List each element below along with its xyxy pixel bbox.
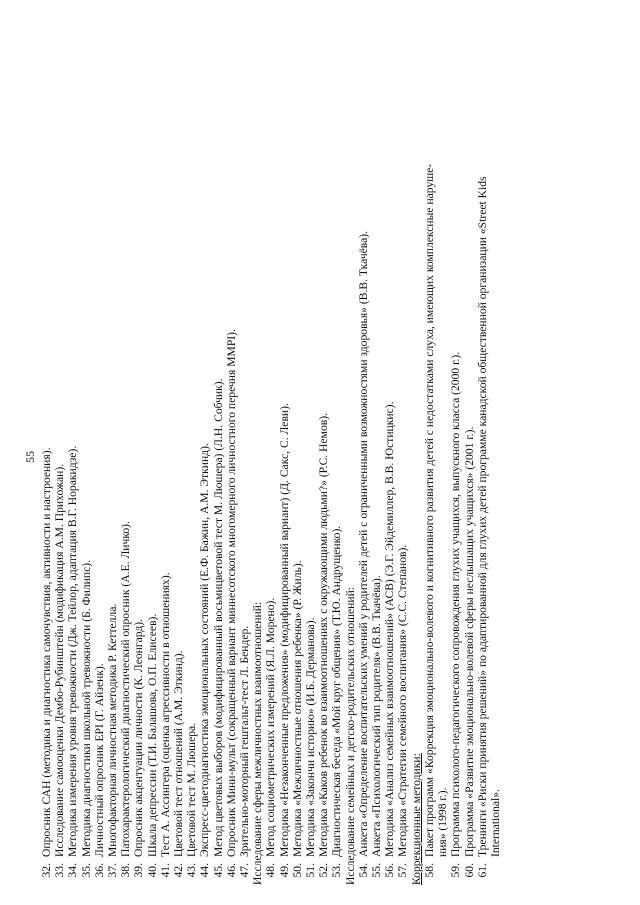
item-text: Метод цветовых выборов (модифицированный восьмицветовой тест М. Люшера) (Л.Н. Собчик). (211, 378, 225, 857)
item-text: Диагностическая беседа «Мой круг общения» (Т.Ю. Андрущенко). (330, 525, 344, 857)
item-text: Метод социометрических измерений (Я.Л. Морено). (264, 597, 278, 857)
item-number: 36. (92, 863, 106, 878)
item-text: Программа психолого-педагогического сопровождения глухих учащихся, выпускного класса (2000 г.). (449, 351, 463, 857)
item-text: Многофакторная личностная методика Р. Кеттелла. (106, 603, 120, 857)
item-text: Патохарактерологический диагностический опросник (А.Е. Личко). (119, 521, 133, 857)
list-item (330, 25, 343, 885)
section-heading: Исследование семейных и детско-родительских отношений: (343, 586, 357, 885)
list-item (146, 25, 159, 885)
item-text: Экспресс-цветодиагностика эмоциональных состояний (Е.Ф. Бажин, А.М. Эткинд). (198, 443, 212, 857)
methods-list (40, 25, 502, 885)
item-text: Опросник САН (методика и диагностика самочувствия, активности и настроения). (40, 447, 53, 857)
list-item (291, 25, 304, 885)
list-item (476, 25, 502, 885)
item-number: 32. (40, 863, 53, 878)
list-item (304, 25, 317, 885)
item-number: 60. (462, 863, 476, 878)
item-number: 49. (277, 863, 291, 878)
list-item (40, 25, 53, 885)
item-text: Исследование самооценки Дембо-Рубинштейн (модификация А.М. Прихожан). (53, 463, 67, 857)
item-text: Цветовой тест М. Люшера. (185, 722, 199, 857)
item-number: 50. (290, 863, 304, 878)
item-number: 55. (370, 863, 384, 878)
section-heading: Исследование сферы межличностных взаимоотношений: (251, 601, 265, 885)
item-text: Опросник акцентуации личности (К. Леонгард). (132, 618, 146, 857)
item-number: 39. (132, 863, 146, 878)
item-number: 52. (317, 863, 331, 878)
list-item (159, 25, 172, 885)
item-text: Программа «Развитие эмоционально-волевой сферы неслышащих учащихся» (2001 г.). (462, 426, 476, 857)
item-text: Методика измерения уровня тревожности (Дж. Тейлор, адаптация В.Г. Норакидзе). (66, 445, 80, 857)
list-item (198, 25, 211, 885)
list-item (119, 25, 132, 885)
item-text: Тест А. Ассингера (оценка агрессивности в отношениях). (158, 572, 172, 857)
item-text-continuation: ния» (1998 г.). (436, 787, 450, 857)
item-number: 35. (79, 863, 93, 878)
item-text: Методика «Закончи историю» (И.Б. Дерманова). (304, 617, 318, 857)
list-item (238, 25, 251, 885)
item-number: 41. (158, 863, 172, 878)
item-number: 54. (356, 863, 370, 878)
item-number: 51. (304, 863, 318, 878)
item-text: Тренинги «Риски принятия решений» по адаптированной для глухих детей программе канадской общественной организации «Street Kids (475, 176, 489, 857)
list-item (357, 25, 370, 885)
item-text: Методика «Анализ семейных взаимоотношений» (АСВ) (Э.Г. Эйдемиллер, В.В. Юстицкис). (383, 401, 397, 857)
item-number: 43. (185, 863, 199, 878)
item-text: Анкета «Определение воспитательских умений у родителей детей с ограниченными возможностями здоровья» (В.В. Ткачёва). (356, 230, 370, 857)
page-number: 55 (23, 451, 37, 463)
item-number: 59. (449, 863, 463, 878)
item-text: Методика «Стратегии семейного воспитания» (С.С. Степанов). (396, 544, 410, 857)
item-number: 58. (422, 863, 436, 878)
item-text-continuation: International». (488, 789, 502, 857)
item-number: 38. (119, 863, 133, 878)
item-number: 46. (224, 863, 238, 878)
list-item (172, 25, 185, 885)
item-number: 56. (383, 863, 397, 878)
list-item (278, 25, 291, 885)
list-item (212, 25, 225, 885)
list-item (449, 25, 462, 885)
item-number: 48. (264, 863, 278, 878)
list-item (225, 25, 238, 885)
item-text: Личностный опросник EPI (Г. Айзенк). (92, 663, 106, 857)
item-number: 47. (238, 863, 252, 878)
item-text: Методика диагностики школьной тревожности (Б. Филипс). (79, 560, 93, 857)
rotated-text-block (23, 25, 600, 885)
item-text: Методика «Незаконченные предложения» (модифицированный вариант) (Д. Сакс, С. Леви). (277, 403, 291, 857)
list-item (66, 25, 79, 885)
list-item (53, 25, 66, 885)
list-item (264, 25, 277, 885)
list-item (463, 25, 476, 885)
item-number: 61. (475, 863, 489, 878)
item-number: 40. (145, 863, 159, 878)
list-item (106, 25, 119, 885)
item-number: 53. (330, 863, 344, 878)
list-item (132, 25, 145, 885)
item-number: 57. (396, 863, 410, 878)
item-number: 34. (66, 863, 80, 878)
item-number: 45. (211, 863, 225, 878)
item-number: 37. (106, 863, 120, 878)
item-text: Пакет программ «Коррекция эмоционально-волевого и когнитивного развития детей с недостатками слуха, имеющих комплексные наруше- (422, 163, 436, 857)
item-text: Зрительно-моторный гештальт-тест Л. Бендер. (238, 625, 252, 857)
list-item (317, 25, 330, 885)
list-item (80, 25, 93, 885)
item-text: Методика «Каков ребенок во взаимоотношениях с окружающими людьми?» (Р.С. Немов). (317, 413, 331, 857)
item-text: Шкала депрессии (Т.И. Балашова, О.П. Елисеев). (145, 613, 159, 857)
section-heading: Коррекционные методики: (409, 753, 423, 885)
list-item (396, 25, 409, 885)
list-item (383, 25, 396, 885)
item-text: Методика «Межличностные отношения ребенка» (Р. Жиль). (290, 560, 304, 857)
item-number: 33. (53, 863, 67, 878)
item-text: Цветовой тест отношений (А.М. Эткинд). (172, 650, 186, 857)
list-item (423, 25, 449, 885)
item-text: Анкета «Психологический тип родителя» (В.В. Ткачёва). (370, 575, 384, 857)
list-item (185, 25, 198, 885)
item-number: 42. (172, 863, 186, 878)
list-item (370, 25, 383, 885)
item-number: 44. (198, 863, 212, 878)
item-text: Опросник Мини-мульт (сокращенный вариант миннесотского многомерного личностного перечня MMPI). (224, 329, 238, 857)
list-item (93, 25, 106, 885)
